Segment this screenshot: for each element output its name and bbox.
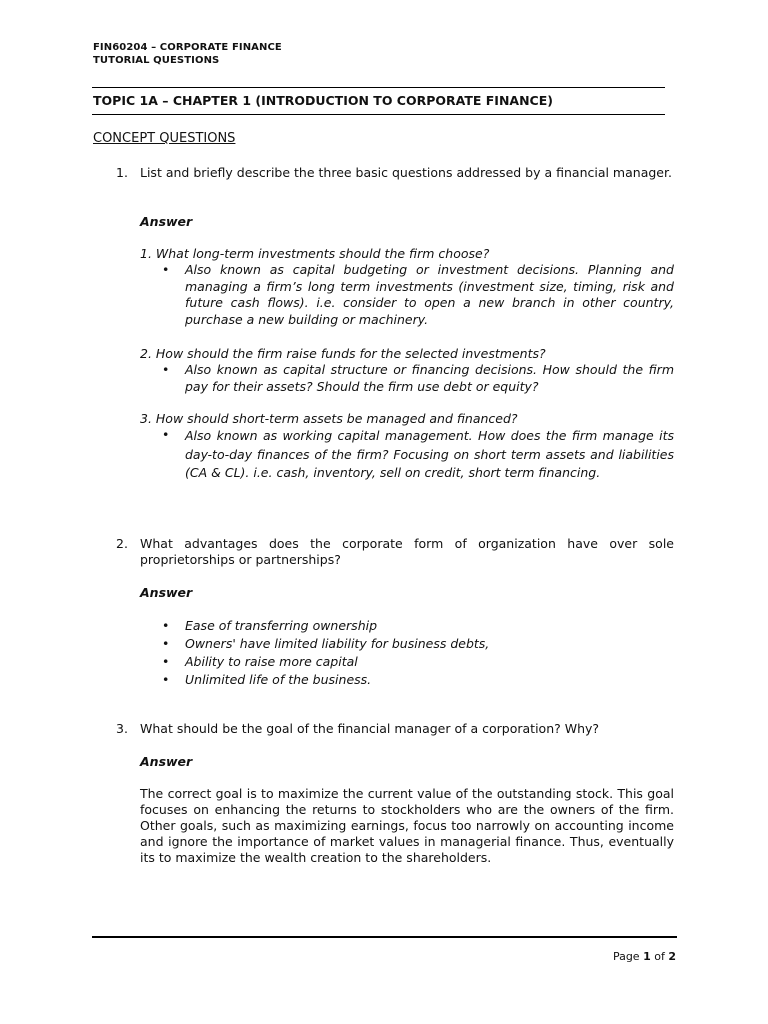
bullet-icon: • [162,427,170,442]
list-item: • Unlimited life of the business. [162,672,372,687]
answer-label: Answer [140,214,193,229]
bullet-icon: • [162,654,170,669]
question-number: 1. [116,165,128,180]
list-item: • Ease of transferring ownership [162,618,378,633]
bullet-icon: • [162,636,170,651]
bullet-icon: • [162,618,170,633]
answer-label: Answer [140,585,193,600]
answer-paragraph: The correct goal is to maximize the current value of the outstanding stock. This goal focuses on enhancing the returns to stockholders who are the owners of the firm. Other goals, such as maximizing earnings, focus too narrowly on accounting income and ignore the importance of market values in managerial finance. Thus, eventually its to maximize the wealth creation to the shareholders. [140,786,674,865]
list-item: • Owners' have limited liability for business debts, [162,636,490,651]
header-subtitle: TUTORIAL QUESTIONS [93,55,220,66]
sub-question: 2. How should the firm raise funds for the selected investments? [140,346,546,361]
sub-answer: Also known as working capital management. How does the firm manage its day-to-day finances of the firm? Focusing on short term assets and liabilities (CA & CL). i.e. cash, inventory, sell on credit, short term financing. [185,428,674,480]
section-title: CONCEPT QUESTIONS [93,131,236,146]
divider [92,114,665,115]
sub-answer: Also known as capital structure or financing decisions. How should the firm pay for their assets? Should the firm use debt or equity? [185,362,674,394]
question-number: 3. [116,721,128,736]
page-number: Page 1 of 2 [612,950,676,963]
bullet-icon: • [162,362,170,377]
question-text: What should be the goal of the financial manager of a corporation? Why? [140,721,600,736]
topic-title: TOPIC 1A – CHAPTER 1 (INTRODUCTION TO CORPORATE FINANCE) [93,93,553,108]
list-item: • Ability to raise more capital [162,654,358,669]
question-number: 2. [116,536,128,551]
course-header: FIN60204 – CORPORATE FINANCE [93,42,282,53]
sub-question: 3. How should short-term assets be managed and financed? [140,411,518,426]
sub-question: 1. What long-term investments should the firm choose? [140,246,490,261]
bullet-icon: • [162,672,170,687]
question-text: List and briefly describe the three basic questions addressed by a financial manager. [140,165,672,180]
answer-label: Answer [140,754,193,769]
divider [92,87,665,88]
footer-divider [92,936,677,938]
sub-answer: Also known as capital budgeting or investment decisions. Planning and managing a firm’s long term investments (investment size, timing, risk and future cash flows). i.e. consider to open a new branch in other country, purchase a new building or machinery. [185,262,674,327]
question-text: What advantages does the corporate form of organization have over sole proprietorships or partnerships? [140,536,674,567]
bullet-icon: • [162,262,170,277]
